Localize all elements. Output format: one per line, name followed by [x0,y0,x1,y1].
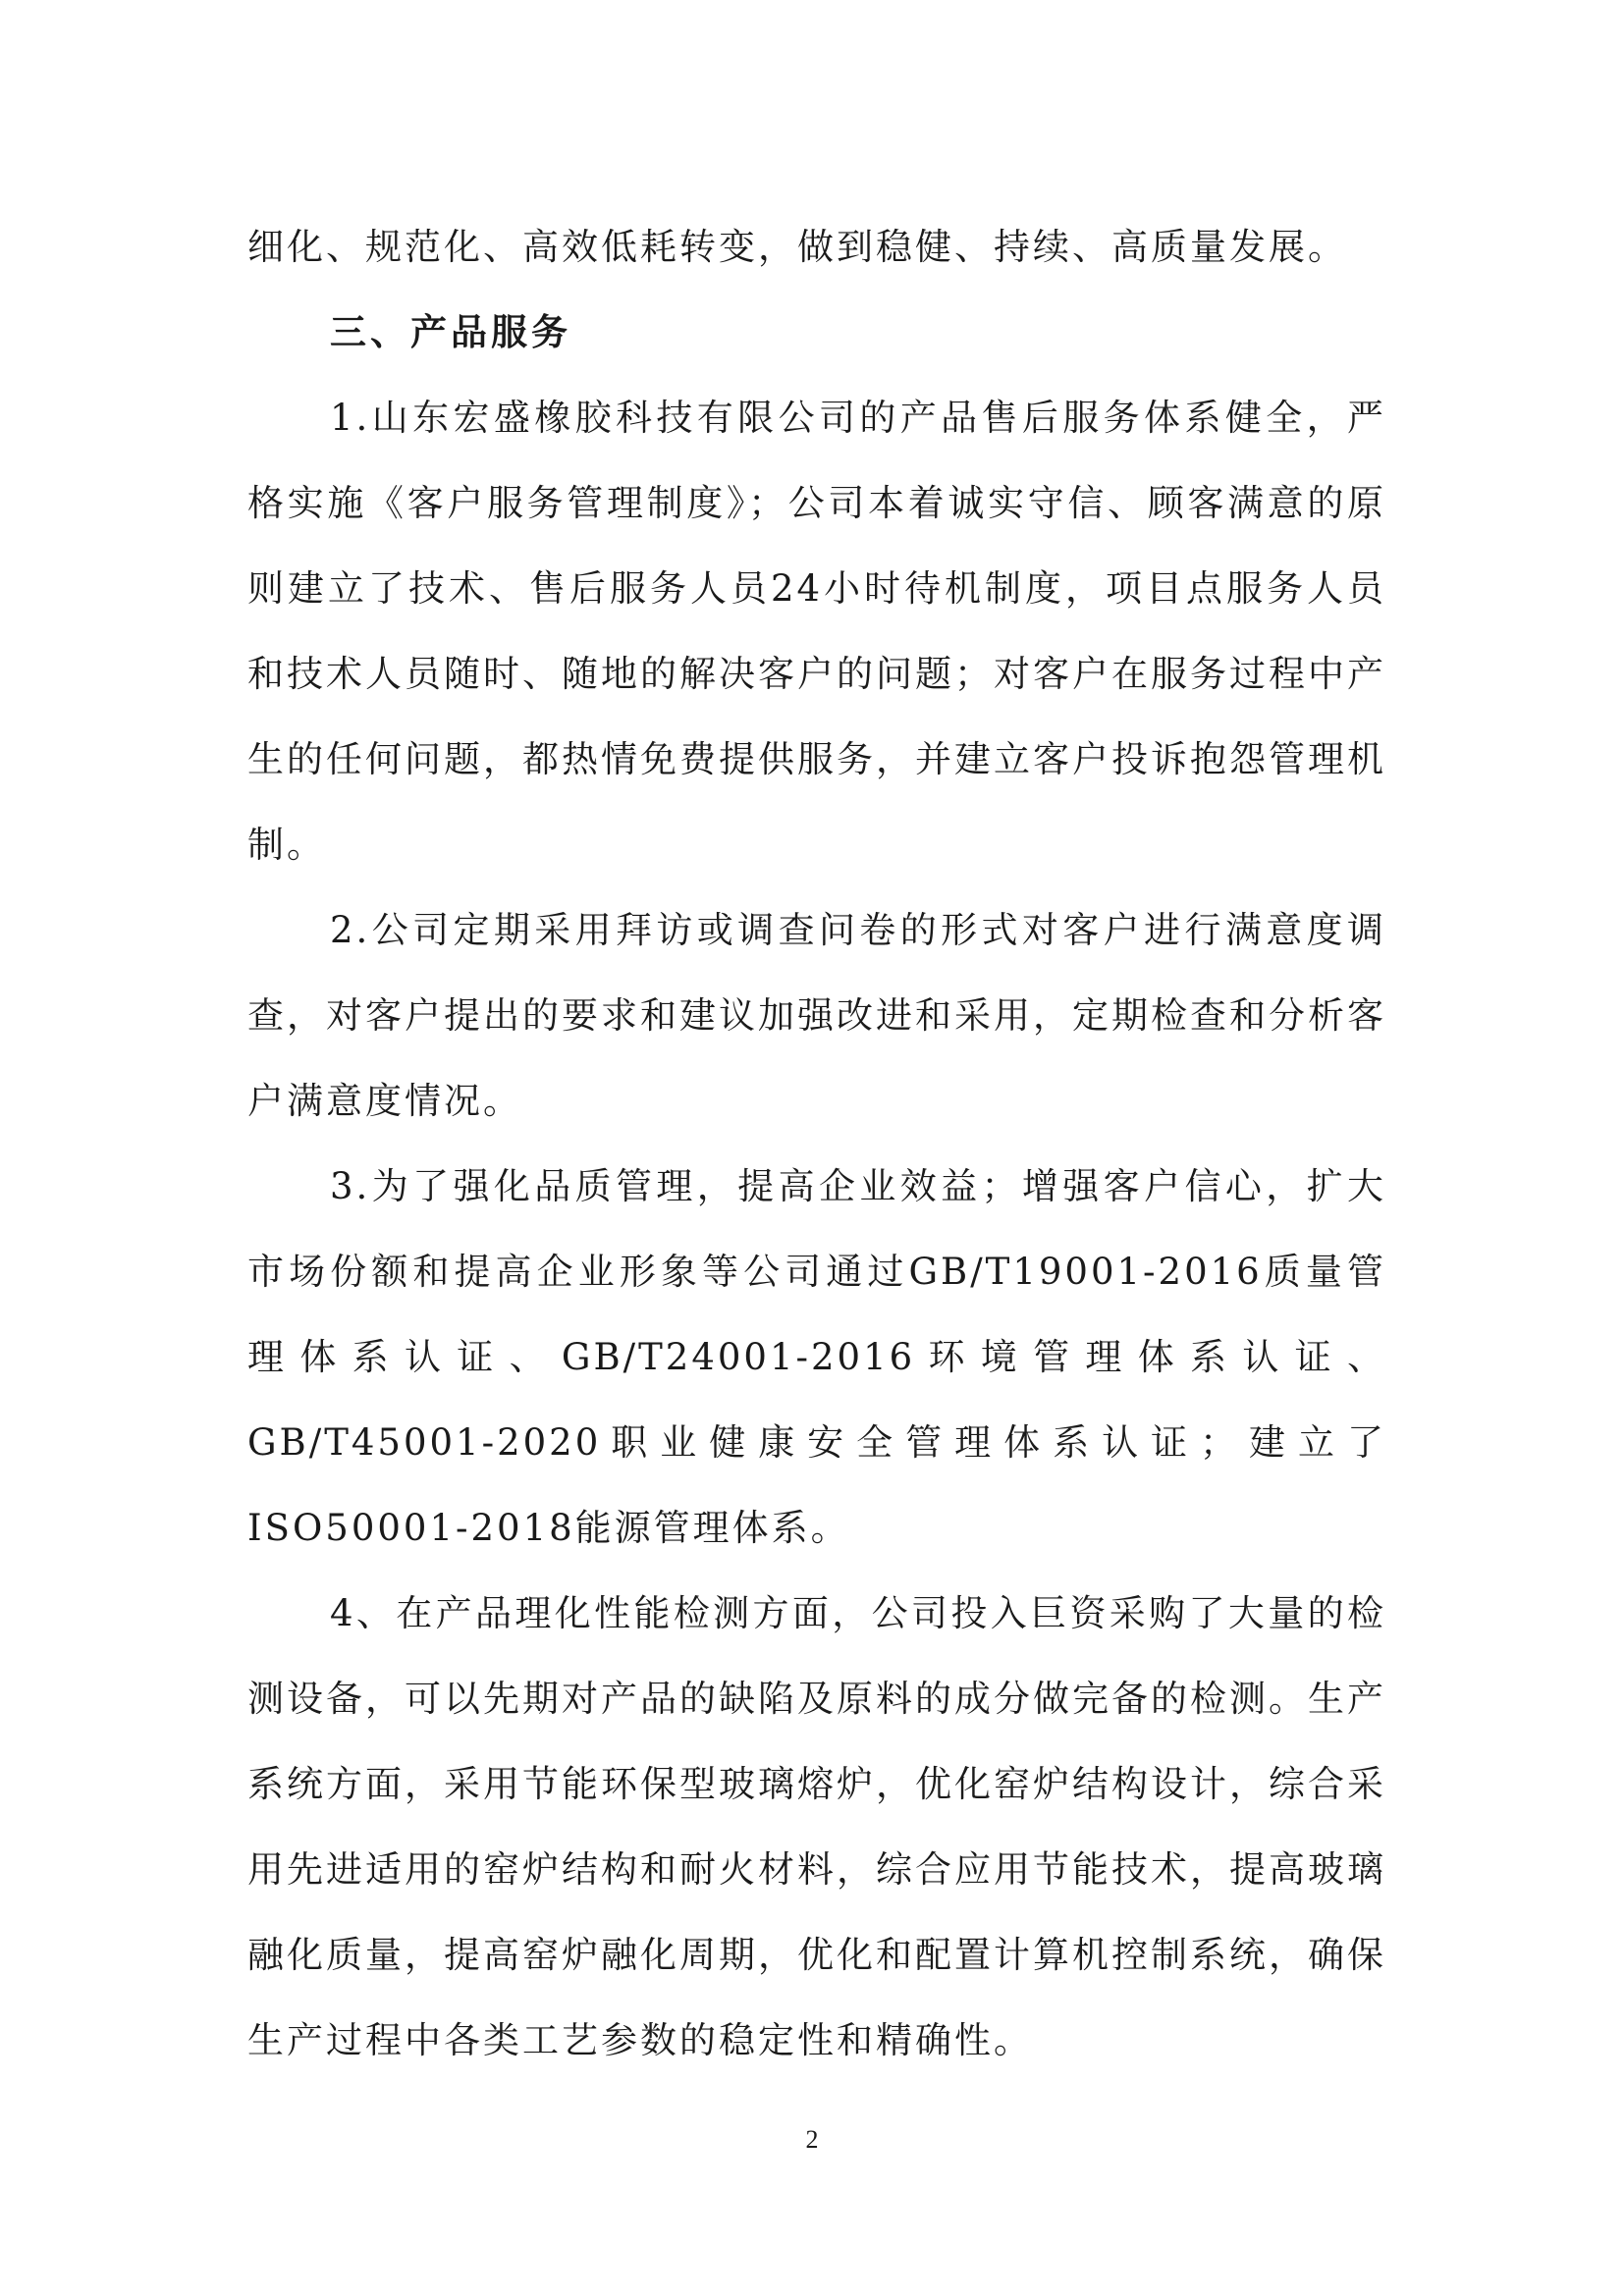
paragraph-4: 4、在产品理化性能检测方面，公司投入巨资采购了大量的检测设备，可以先期对产品的缺陷及原料的成分做完备的检测。生产系统方面，采用节能环保型玻璃熔炉，优化窑炉结构设计，综合采用先进适用的窑炉结构和耐火材料，综合应用节能技术，提高玻璃融化质量，提高窑炉融化周期，优化和配置计算机控制系统，确保生产过程中各类工艺参数的稳定性和精确性。 [247,1592,1386,2061]
paragraph-3: 3.为了强化品质管理，提高企业效益；增强客户信心，扩大市场份额和提高企业形象等公司通过GB/T19001-2016质量管理体系认证、GB/T24001-2016环境管理体系认证、GB/T45001-2020职业健康安全管理体系认证；建立了ISO50001-2018能源管理体系。 [247,1165,1386,1549]
paragraph-1: 1.山东宏盛橡胶科技有限公司的产品售后服务体系健全，严格实施《客户服务管理制度》；公司本着诚实守信、顾客满意的原则建立了技术、售后服务人员24小时待机制度，项目点服务人员和技术人员随时、随地的解决客户的问题；对客户在服务过程中产生的任何问题，都热情免费提供服务，并建立客户投诉抱怨管理机制。 [247,397,1386,866]
page-number: 2 [805,2125,819,2154]
body-text [247,204,1386,2083]
continuation-paragraph: 细化、规范化、高效低耗转变，做到稳健、持续、高质量发展。 [247,226,1347,268]
section-heading: 三、产品服务 [330,310,571,353]
paragraph-2: 2.公司定期采用拜访或调查问卷的形式对客户进行满意度调查，对客户提出的要求和建议加强改进和采用，定期检查和分析客户满意度情况。 [247,909,1386,1122]
